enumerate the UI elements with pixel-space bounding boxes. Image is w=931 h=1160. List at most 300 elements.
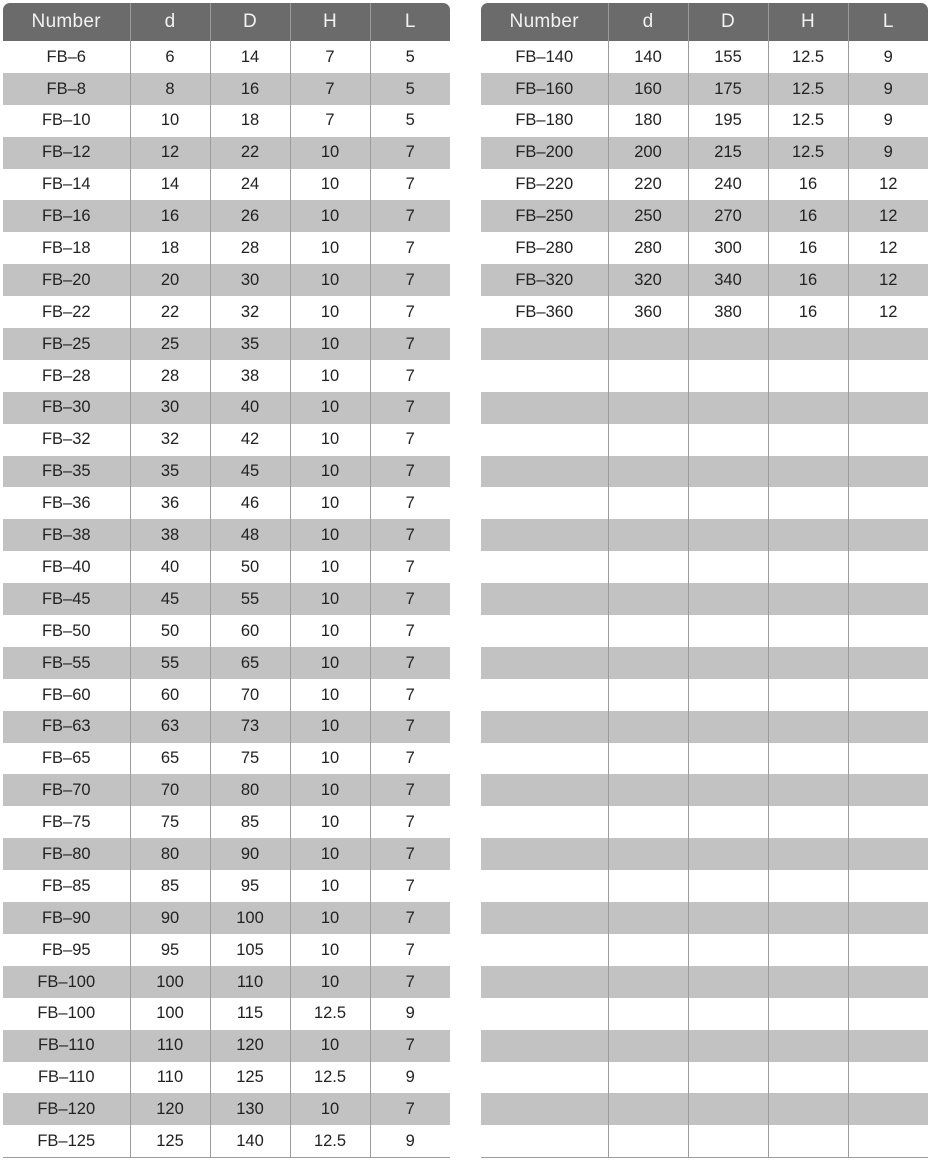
cell-d: 320 — [608, 264, 688, 296]
cell-L: 7 — [370, 296, 450, 328]
column-header-L: L — [848, 3, 928, 41]
cell-H — [768, 902, 848, 934]
cell-number: FB–45 — [3, 583, 130, 615]
cell-number: FB–160 — [481, 73, 608, 105]
cell-L: 7 — [370, 615, 450, 647]
cell-L: 7 — [370, 169, 450, 201]
cell-H — [768, 966, 848, 998]
cell-L: 12 — [848, 200, 928, 232]
cell-L: 7 — [370, 679, 450, 711]
cell-L: 5 — [370, 105, 450, 137]
cell-number: FB–18 — [41, 239, 91, 258]
table-row — [3, 41, 450, 73]
empty-table-row — [481, 456, 928, 488]
cell-D: 130 — [210, 1093, 290, 1125]
cell-D: 240 — [688, 169, 768, 201]
cell-d: 120 — [130, 1093, 210, 1125]
empty-table-row — [481, 487, 928, 519]
cell-d: 220 — [608, 169, 688, 201]
cell-d — [608, 711, 688, 743]
cell-d: 110 — [130, 1030, 210, 1062]
cell-number: FB–60 — [41, 685, 91, 704]
cell-number — [481, 487, 608, 519]
cell-D — [688, 615, 768, 647]
cell-number: FB–63 — [3, 711, 130, 743]
cell-d: 20 — [130, 264, 210, 296]
cell-number: FB–36 — [41, 494, 91, 513]
cell-D: 95 — [210, 870, 290, 902]
cell-D: 46 — [210, 487, 290, 519]
cell-H: 10 — [290, 615, 370, 647]
cell-H: 10 — [290, 169, 370, 201]
cell-number — [481, 774, 608, 806]
cell-L — [848, 456, 928, 488]
cell-L — [848, 838, 928, 870]
cell-D — [688, 743, 768, 775]
cell-H: 10 — [290, 647, 370, 679]
cell-d — [608, 774, 688, 806]
empty-table-row — [481, 679, 928, 711]
cell-D: 115 — [210, 998, 290, 1030]
table-row — [3, 902, 450, 934]
cell-number — [481, 743, 608, 775]
cell-H: 10 — [290, 487, 370, 519]
empty-table-row — [481, 998, 928, 1030]
cell-D: 110 — [210, 966, 290, 998]
cell-number: FB–20 — [3, 264, 130, 296]
cell-d: 32 — [130, 424, 210, 456]
cell-D: 65 — [210, 647, 290, 679]
table-row — [3, 1062, 450, 1094]
cell-D — [688, 360, 768, 392]
cell-D — [688, 647, 768, 679]
cell-d: 55 — [130, 647, 210, 679]
cell-D — [688, 934, 768, 966]
cell-D — [688, 424, 768, 456]
cell-L: 7 — [370, 902, 450, 934]
empty-table-row — [481, 838, 928, 870]
cell-D: 45 — [210, 456, 290, 488]
cell-L — [848, 806, 928, 838]
cell-d — [608, 392, 688, 424]
cell-H: 10 — [290, 1093, 370, 1125]
column-header-H: H — [290, 3, 370, 41]
table-row — [3, 1030, 450, 1062]
cell-d: 280 — [608, 232, 688, 264]
cell-D — [688, 487, 768, 519]
empty-table-row — [481, 328, 928, 360]
cell-number: FB–16 — [3, 200, 130, 232]
cell-d — [608, 360, 688, 392]
cell-L — [848, 1030, 928, 1062]
cell-number — [481, 806, 608, 838]
cell-number: FB–85 — [41, 876, 91, 895]
cell-number: FB–65 — [41, 749, 91, 768]
table-row — [3, 200, 450, 232]
cell-D — [688, 519, 768, 551]
cell-d: 28 — [130, 360, 210, 392]
table-row — [3, 264, 450, 296]
cell-D — [688, 456, 768, 488]
cell-H: 7 — [290, 41, 370, 73]
cell-H: 16 — [768, 200, 848, 232]
table-row — [481, 41, 928, 73]
cell-L — [848, 934, 928, 966]
cell-D: 125 — [210, 1062, 290, 1094]
table-row — [3, 519, 450, 551]
cell-H: 16 — [768, 296, 848, 328]
cell-number: FB–80 — [3, 838, 130, 870]
cell-number — [481, 870, 608, 902]
cell-D: 30 — [210, 264, 290, 296]
cell-d — [608, 424, 688, 456]
cell-D: 24 — [210, 169, 290, 201]
cell-D: 195 — [688, 105, 768, 137]
cell-d: 50 — [130, 615, 210, 647]
cell-d — [608, 870, 688, 902]
column-header-D: D — [688, 3, 768, 41]
cell-number: FB–70 — [3, 774, 130, 806]
empty-table-row — [481, 711, 928, 743]
table-row — [3, 583, 450, 615]
cell-D — [688, 1062, 768, 1094]
column-header-number: Number — [481, 3, 608, 41]
cell-number: FB–110 — [3, 1030, 130, 1062]
cell-L: 7 — [370, 774, 450, 806]
cell-number — [481, 551, 608, 583]
cell-d — [608, 998, 688, 1030]
cell-D: 70 — [210, 679, 290, 711]
cell-L — [848, 711, 928, 743]
cell-H: 12.5 — [768, 73, 848, 105]
cell-H: 10 — [290, 456, 370, 488]
column-header-H: H — [768, 3, 848, 41]
cell-number: FB–200 — [481, 137, 608, 169]
cell-number: FB–35 — [3, 456, 130, 488]
cell-L — [848, 1125, 928, 1157]
cell-d: 90 — [130, 902, 210, 934]
cell-d: 14 — [130, 169, 210, 201]
cell-H — [768, 1093, 848, 1125]
cell-L: 7 — [370, 966, 450, 998]
cell-d: 250 — [608, 200, 688, 232]
cell-H: 10 — [290, 519, 370, 551]
cell-d: 16 — [130, 200, 210, 232]
table-row — [481, 105, 928, 137]
cell-number: FB–55 — [3, 647, 130, 679]
cell-L — [848, 998, 928, 1030]
cell-number: FB–25 — [3, 328, 130, 360]
cell-number: FB–6 — [46, 47, 86, 66]
cell-H: 10 — [290, 392, 370, 424]
cell-D: 55 — [210, 583, 290, 615]
cell-L: 7 — [370, 456, 450, 488]
cell-number: FB–180 — [515, 111, 574, 130]
table-row — [3, 392, 450, 424]
cell-H: 10 — [290, 711, 370, 743]
cell-number: FB–110 — [37, 1068, 95, 1087]
cell-H — [768, 1062, 848, 1094]
cell-L: 7 — [370, 647, 450, 679]
cell-number — [481, 647, 608, 679]
cell-H — [768, 679, 848, 711]
table-row — [3, 424, 450, 456]
table-row — [3, 838, 450, 870]
table-row — [3, 870, 450, 902]
table-row — [481, 137, 928, 169]
cell-L — [848, 870, 928, 902]
cell-d: 36 — [130, 487, 210, 519]
cell-number: FB–40 — [41, 557, 91, 576]
cell-d: 35 — [130, 456, 210, 488]
cell-d — [608, 902, 688, 934]
cell-number: FB–250 — [481, 200, 608, 232]
cell-number: FB–10 — [41, 111, 91, 130]
cell-L: 7 — [370, 551, 450, 583]
cell-H: 10 — [290, 424, 370, 456]
cell-H — [768, 870, 848, 902]
cell-d: 18 — [130, 232, 210, 264]
cell-number — [481, 615, 608, 647]
cell-H — [768, 519, 848, 551]
cell-L: 12 — [848, 232, 928, 264]
cell-D: 75 — [210, 743, 290, 775]
cell-L: 7 — [370, 487, 450, 519]
cell-H — [768, 424, 848, 456]
cell-D: 90 — [210, 838, 290, 870]
table-row — [3, 966, 450, 998]
table-row — [481, 296, 928, 328]
cell-D: 38 — [210, 360, 290, 392]
table-row — [481, 264, 928, 296]
cell-D: 340 — [688, 264, 768, 296]
empty-table-row — [481, 1030, 928, 1062]
cell-number: FB–95 — [41, 940, 91, 959]
cell-D — [688, 806, 768, 838]
cell-L: 5 — [370, 73, 450, 105]
cell-d — [608, 328, 688, 360]
table-row — [3, 679, 450, 711]
cell-number: FB–38 — [3, 519, 130, 551]
cell-D: 73 — [210, 711, 290, 743]
cell-D: 40 — [210, 392, 290, 424]
cell-D: 18 — [210, 105, 290, 137]
cell-H: 7 — [290, 73, 370, 105]
column-header-L: L — [370, 3, 450, 41]
empty-table-row — [481, 392, 928, 424]
table-row — [3, 360, 450, 392]
cell-D — [688, 966, 768, 998]
cell-d: 100 — [130, 966, 210, 998]
cell-L — [848, 424, 928, 456]
cell-d: 140 — [608, 41, 688, 73]
cell-number — [481, 711, 608, 743]
cell-d — [608, 743, 688, 775]
cell-L: 9 — [848, 41, 928, 73]
cell-H — [768, 743, 848, 775]
empty-table-row — [481, 774, 928, 806]
cell-D — [688, 392, 768, 424]
cell-L: 7 — [370, 1093, 450, 1125]
cell-L: 7 — [370, 137, 450, 169]
cell-number: FB–220 — [515, 175, 574, 194]
cell-number — [481, 1125, 608, 1157]
table-header — [3, 3, 450, 41]
cell-D: 380 — [688, 296, 768, 328]
cell-d — [608, 519, 688, 551]
cell-d: 25 — [130, 328, 210, 360]
cell-L: 7 — [370, 934, 450, 966]
cell-H: 10 — [290, 1030, 370, 1062]
table-row — [3, 487, 450, 519]
cell-D: 32 — [210, 296, 290, 328]
cell-H: 12.5 — [768, 41, 848, 73]
table-row — [3, 169, 450, 201]
cell-L: 7 — [370, 392, 450, 424]
cell-d — [608, 456, 688, 488]
cell-L — [848, 902, 928, 934]
cell-L: 9 — [370, 1062, 450, 1094]
cell-H — [768, 615, 848, 647]
cell-d: 63 — [130, 711, 210, 743]
cell-d: 40 — [130, 551, 210, 583]
cell-L: 12 — [848, 169, 928, 201]
cell-number: FB–125 — [3, 1125, 130, 1157]
cell-D: 35 — [210, 328, 290, 360]
cell-D: 22 — [210, 137, 290, 169]
column-header-d: d — [130, 3, 210, 41]
cell-d: 80 — [130, 838, 210, 870]
cell-H: 16 — [768, 232, 848, 264]
cell-number — [481, 838, 608, 870]
empty-table-row — [481, 1125, 928, 1157]
cell-D: 270 — [688, 200, 768, 232]
cell-D: 175 — [688, 73, 768, 105]
cell-D: 120 — [210, 1030, 290, 1062]
cell-H — [768, 328, 848, 360]
column-header-d: d — [608, 3, 688, 41]
cell-L — [848, 360, 928, 392]
cell-D: 80 — [210, 774, 290, 806]
cell-L — [848, 774, 928, 806]
table-row — [3, 105, 450, 137]
cell-L: 7 — [370, 328, 450, 360]
empty-table-row — [481, 870, 928, 902]
cell-L — [848, 328, 928, 360]
cell-d: 95 — [130, 934, 210, 966]
cell-L — [848, 966, 928, 998]
cell-L — [848, 583, 928, 615]
cell-L: 5 — [370, 41, 450, 73]
cell-H: 12.5 — [290, 998, 370, 1030]
table-row — [3, 1093, 450, 1125]
cell-H: 12.5 — [768, 137, 848, 169]
cell-D: 85 — [210, 806, 290, 838]
cell-number — [481, 583, 608, 615]
cell-d: 8 — [130, 73, 210, 105]
cell-d: 22 — [130, 296, 210, 328]
cell-d: 65 — [130, 743, 210, 775]
cell-number — [481, 328, 608, 360]
column-header-D: D — [210, 3, 290, 41]
cell-H: 10 — [290, 200, 370, 232]
cell-L: 7 — [370, 360, 450, 392]
cell-number: FB–120 — [3, 1093, 130, 1125]
cell-number — [481, 424, 608, 456]
cell-d: 38 — [130, 519, 210, 551]
empty-table-row — [481, 934, 928, 966]
cell-H — [768, 360, 848, 392]
cell-H: 10 — [290, 679, 370, 711]
table-row — [3, 328, 450, 360]
empty-table-row — [481, 902, 928, 934]
cell-number: FB–30 — [3, 392, 130, 424]
empty-table-row — [481, 1062, 928, 1094]
cell-L: 9 — [848, 73, 928, 105]
cell-H: 16 — [768, 169, 848, 201]
cell-H: 10 — [290, 902, 370, 934]
cell-H: 16 — [768, 264, 848, 296]
cell-d — [608, 1030, 688, 1062]
cell-d: 160 — [608, 73, 688, 105]
cell-D — [688, 328, 768, 360]
cell-L: 12 — [848, 296, 928, 328]
cell-H — [768, 551, 848, 583]
cell-H: 7 — [290, 105, 370, 137]
cell-H: 10 — [290, 232, 370, 264]
cell-L — [848, 1093, 928, 1125]
cell-D: 60 — [210, 615, 290, 647]
cell-D: 50 — [210, 551, 290, 583]
cell-d: 360 — [608, 296, 688, 328]
empty-table-row — [481, 966, 928, 998]
cell-H — [768, 934, 848, 966]
cell-D — [688, 583, 768, 615]
cell-D — [688, 998, 768, 1030]
cell-number — [481, 679, 608, 711]
table-header — [481, 3, 928, 41]
cell-d: 85 — [130, 870, 210, 902]
cell-H — [768, 1125, 848, 1157]
table-row — [3, 551, 450, 583]
cell-d — [608, 966, 688, 998]
cell-H — [768, 806, 848, 838]
cell-number — [481, 519, 608, 551]
cell-H: 10 — [290, 806, 370, 838]
cell-d — [608, 1062, 688, 1094]
cell-number: FB–140 — [515, 47, 574, 66]
cell-number — [481, 360, 608, 392]
cell-L: 7 — [370, 583, 450, 615]
cell-d — [608, 615, 688, 647]
empty-table-row — [481, 360, 928, 392]
table-row — [3, 137, 450, 169]
cell-number — [481, 392, 608, 424]
cell-H: 12.5 — [290, 1062, 370, 1094]
cell-d: 200 — [608, 137, 688, 169]
empty-table-row — [481, 1093, 928, 1125]
cell-L: 9 — [848, 137, 928, 169]
cell-d — [608, 934, 688, 966]
cell-number: FB–28 — [41, 366, 91, 385]
cell-D: 155 — [688, 41, 768, 73]
cell-number — [481, 998, 608, 1030]
table-row — [3, 73, 450, 105]
cell-D — [688, 679, 768, 711]
empty-table-row — [481, 615, 928, 647]
cell-d: 6 — [130, 41, 210, 73]
cell-D: 215 — [688, 137, 768, 169]
